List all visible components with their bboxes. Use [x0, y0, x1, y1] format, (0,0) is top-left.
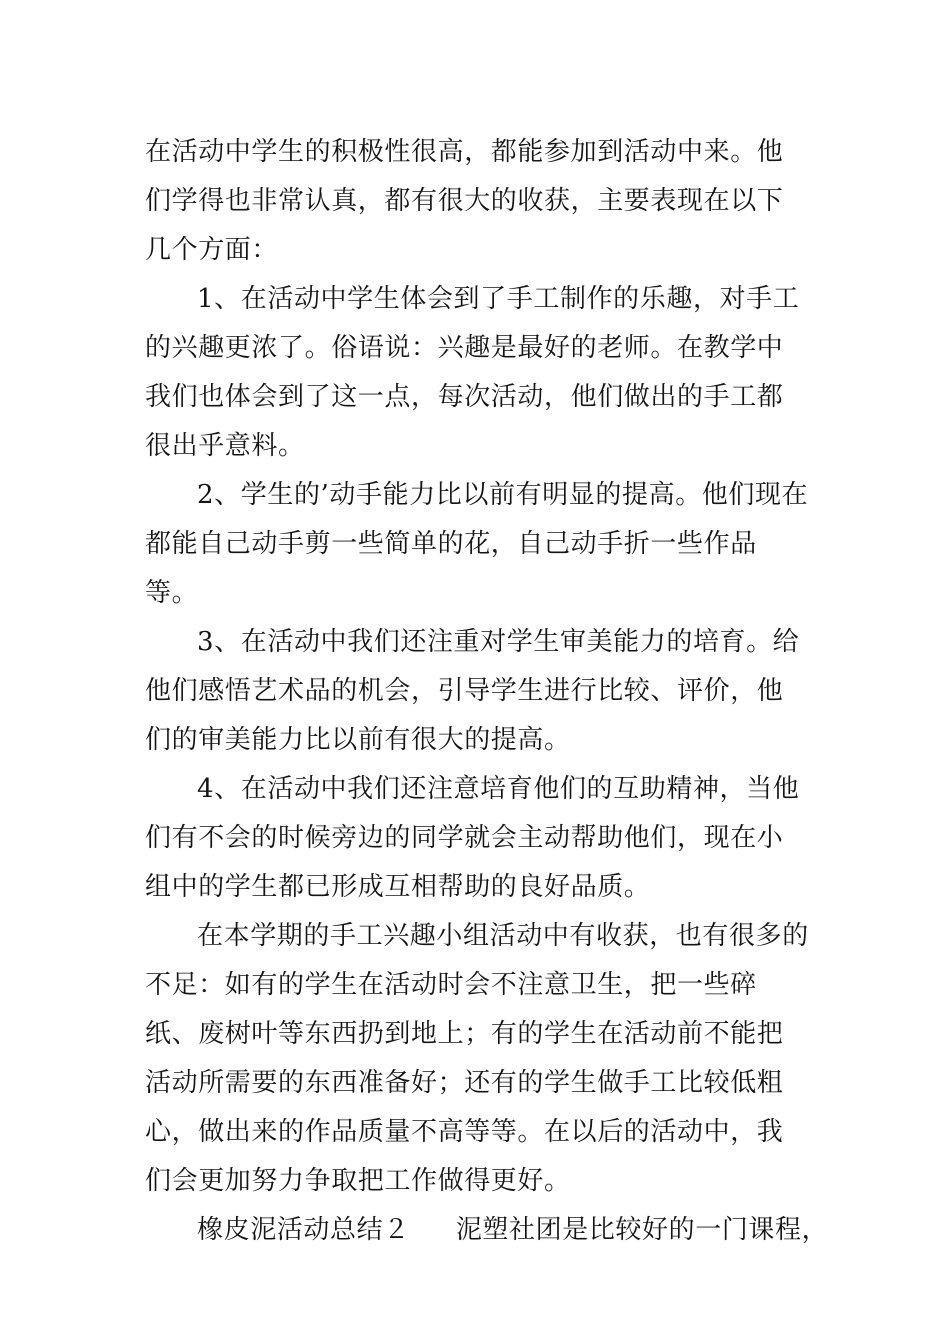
- point-1-paragraph: 1、在活动中学生体会到了手工制作的乐趣，对手工的兴趣更浓了。俗语说：兴趣是最好的老师。在教学中我们也体会到了这一点，每次活动，他们做出的手工都很出乎意料。: [145, 284, 800, 461]
- intro-paragraph: 在活动中学生的积极性很高，都能参加到活动中来。他们学得也非常认真，都有很大的收获，主要表现在以下几个方面：: [145, 137, 784, 265]
- section-title: 橡皮泥活动总结２: [197, 1215, 410, 1245]
- point-2-paragraph: 2、学生的’动手能力比以前有明显的提高。他们现在都能自己动手剪一些简单的花，自己动手折一些作品等。: [145, 480, 809, 608]
- point-3-paragraph: 3、在活动中我们还注重对学生审美能力的培育。给他们感悟艺术品的机会，引导学生进行比较、评价，他们的审美能力比以前有很大的提高。: [145, 627, 800, 755]
- summary-paragraph: 在本学期的手工兴趣小组活动中有收获，也有很多的不足：如有的学生在活动时会不注意卫生，把一些碎纸、废树叶等东西扔到地上；有的学生在活动前不能把活动所需要的东西准备好；还有的学生做手工比较低粗心，做出来的作品质量不高等等。在以后的活动中，我们会更加努力争取把工作做得更好。: [145, 921, 809, 1196]
- document-body: [145, 128, 829, 1255]
- section-heading-line: [145, 1206, 829, 1255]
- point-4-paragraph: 4、在活动中我们还注意培育他们的互助精神，当他们有不会的时候旁边的同学就会主动帮助他们，现在小组中的学生都已形成互相帮助的良好品质。: [145, 774, 800, 902]
- section-start-text: 泥塑社团是比较好的一门课程，: [455, 1215, 829, 1245]
